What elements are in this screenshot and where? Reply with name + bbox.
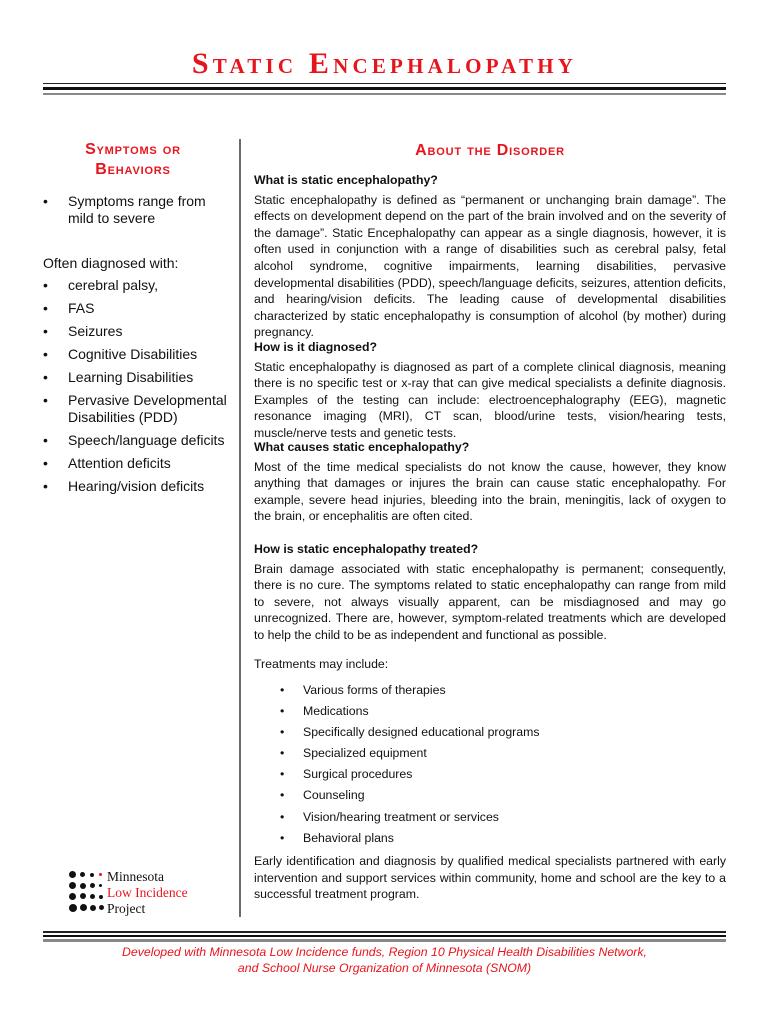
section-question: What causes static encephalopathy? <box>254 440 470 454</box>
section-causes <box>254 439 726 525</box>
sidebar-heading <box>43 140 223 180</box>
footer-credits <box>43 944 726 976</box>
section-answer: Static encephalopathy is diagnosed as part of a complete clinical diagnosis, meaning there is no specific test or x-ray that can give medical specialists a definite diagnosis. Examples of the testing can include: electroencephalography (EEG), magnetic resonance imaging (MRI), CT scan, blood/urine tests, vision/hearing tests, muscle/nerve tests and genetic tests. <box>254 359 726 440</box>
diagnosed-with-list <box>43 277 233 501</box>
footer-line: and School Nurse Organization of Minnesota (SNOM) <box>237 961 532 975</box>
list-item: • Medications <box>280 701 540 722</box>
list-item: • cerebral palsy, <box>43 277 233 294</box>
footer-line: Developed with Minnesota Low Incidence funds, Region 10 Physical Health Disabilities Network, <box>122 945 647 959</box>
sidebar-heading-line: Symptoms or <box>85 141 181 158</box>
list-item: • FAS <box>43 300 233 317</box>
header-rule <box>43 83 726 84</box>
section-treatment <box>254 541 726 644</box>
list-item: • Behavioral plans <box>280 828 540 849</box>
list-item: • Pervasive Developmental Disabilities (PDD) <box>43 392 233 426</box>
section-answer: Static encephalopathy is defined as “permanent or unchanging brain damage”. The effects on development depend on the part of the brain involved and on the severity of the damage”. Static Encephalopathy can appear as a single diagnosis, however, it is often used in conjunction with a range of disabilities such as cerebral palsy, fetal alcohol syndrome, cognitive impairments, learning disabilities, pervasive developmental disabilities (PDD), speech/language deficits, seizures, attention deficits, and hearing/vision deficits. The leading cause of developmental disabilities characterized by static encephalopathy is consumption of alcohol (by mother) during pregnancy. <box>254 192 726 340</box>
list-item: • Symptoms range from mild to severe <box>43 193 233 227</box>
section-answer: Most of the time medical specialists do not know the cause, however, they know anything that damages or injures the brain can cause static encephalopathy. For example, severe head injuries, bleeding into the brain, meningitis, lack of oxygen to the brain, or encephalitis are often cited. <box>254 459 726 524</box>
page-title: Static Encephalopathy <box>191 47 578 80</box>
logo-text-line: Project <box>107 901 146 916</box>
list-item: • Cognitive Disabilities <box>43 346 233 363</box>
footer-rule <box>43 931 726 933</box>
logo-text-line: Minnesota <box>107 869 164 884</box>
section-diagnosis <box>254 339 726 442</box>
list-item: • Vision/hearing treatment or services <box>280 807 540 828</box>
section-question: How is static encephalopathy treated? <box>254 542 479 556</box>
list-item: • Specifically designed educational programs <box>280 722 540 743</box>
list-item: • Speech/language deficits <box>43 432 233 449</box>
sidebar-heading-line: Behaviors <box>95 161 171 178</box>
column-divider <box>239 139 241 917</box>
diagnosed-with-label: Often diagnosed with: <box>43 255 179 271</box>
closing-text: Early identification and diagnosis by qualified medical specialists partnered with early intervention and support services within community, home and school are the key to a successful treatment program. <box>254 854 726 902</box>
treatments-list <box>280 680 540 849</box>
header-rule <box>43 93 726 95</box>
symptoms-list <box>43 193 233 233</box>
list-item: • Various forms of therapies <box>280 680 540 701</box>
logo-text-line: Low Incidence <box>107 885 188 900</box>
section-question: How is it diagnosed? <box>254 340 377 354</box>
list-item: • Hearing/vision deficits <box>43 478 233 495</box>
header-rule <box>43 87 726 90</box>
section-question: What is static encephalopathy? <box>254 173 438 187</box>
section-answer: Brain damage associated with static encephalopathy is permanent; consequently, there is no cure. The symptoms related to static encephalopathy can range from mild to severe, not always visually apparent, can be misdiagnosed and may go unrecognized. There are, however, symptom-related treatments which are developed to help the child to be as independent and functional as possible. <box>254 561 726 642</box>
list-item: • Learning Disabilities <box>43 369 233 386</box>
main-heading: About the Disorder <box>415 142 565 159</box>
list-item: • Counseling <box>280 785 540 806</box>
list-item: • Attention deficits <box>43 455 233 472</box>
section-what-is <box>254 172 726 341</box>
closing-paragraph <box>254 853 726 903</box>
footer-rule <box>43 935 726 937</box>
list-item: • Surgical procedures <box>280 764 540 785</box>
list-item: • Seizures <box>43 323 233 340</box>
list-item: • Specialized equipment <box>280 743 540 764</box>
treatments-label: Treatments may include: <box>254 657 389 671</box>
minnesota-low-incidence-logo <box>66 868 216 918</box>
footer-rule <box>43 939 726 942</box>
